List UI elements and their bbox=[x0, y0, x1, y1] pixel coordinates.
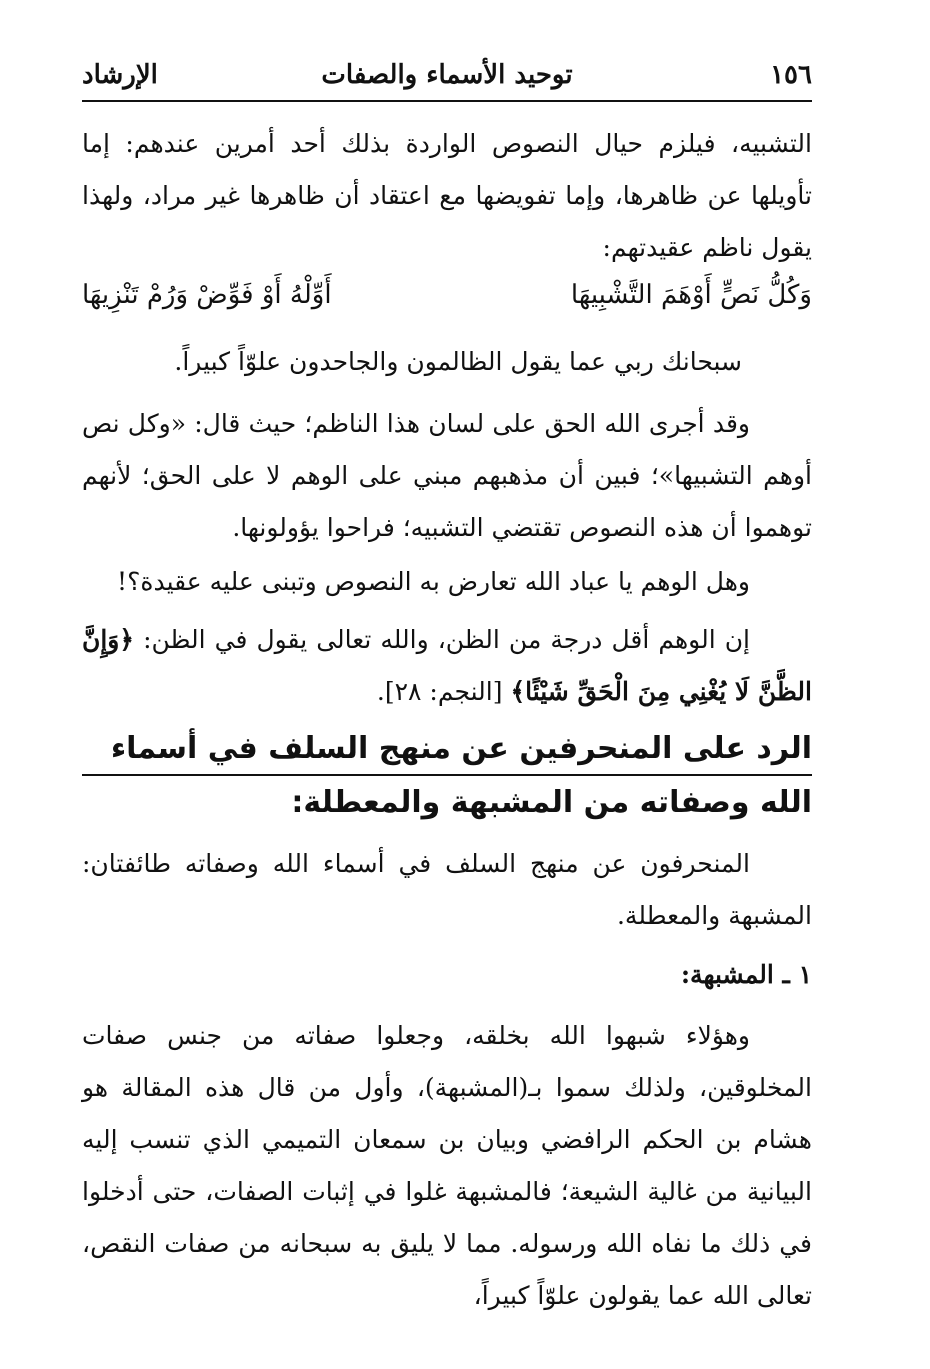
poem-verse bbox=[82, 280, 812, 340]
paragraph-2: سبحانك ربي عما يقول الظالمون والجاحدون علوّاً كبيراً. bbox=[174, 347, 742, 376]
page-header bbox=[82, 52, 812, 102]
quran-verse: ﴿وَإِنَّ الظَّنَّ لَا يُغْنِي مِنَ الْحَقِّ شَيْئًا﴾ bbox=[82, 625, 812, 706]
paragraph-5 bbox=[82, 614, 812, 718]
chapter-title: توحيد الأسماء والصفات bbox=[321, 60, 573, 90]
paragraph-3: وقد أجرى الله الحق على لسان هذا الناظم؛ حيث قال: «وكل نص أوهم التشبيها»؛ فبين أن مذهبهم مبني على الوهم لا على الحق؛ لأنهم توهموا أن هذه النصوص تقتضي التشبيه؛ فراحوا يؤولونها. bbox=[82, 409, 812, 542]
book-title: الإرشاد bbox=[82, 60, 158, 90]
paragraph-4: وهل الوهم يا عباد الله تعارض به النصوص وتبنى عليه عقيدة؟! bbox=[117, 567, 750, 596]
paragraph-7: وهؤلاء شبهوا الله بخلقه، وجعلوا صفاته من جنس صفات المخلوقين، ولذلك سموا بـ(المشبهة)، وأول من قال هذه المقالة هو هشام بن الحكم الرافضي وبيان بن سمعان التميمي الذي تنسب إليه البيانية من غالية الشيعة؛ فالمشبهة غلوا في إثبات الصفات، حتى أدخلوا في ذلك ما نفاه الله ورسوله. مما لا يليق به سبحانه من صفات النقص، تعالى الله عما يقولون علوّاً كبيراً، bbox=[82, 1021, 812, 1310]
section-heading: الرد على المنحرفين عن منهج السلف في أسماء الله وصفاته من المشبهة والمعطلة: bbox=[110, 731, 812, 820]
paragraph-5-text: إن الوهم أقل درجة من الظن، والله تعالى يقول في الظن: bbox=[134, 625, 750, 654]
verse-second-hemistich: أَوِّلْهُ أَوْ فَوِّضْ وَرُمْ تَنْزِيهَا bbox=[82, 280, 332, 310]
page-number: ١٥٦ bbox=[770, 60, 812, 90]
header-rule bbox=[82, 100, 812, 102]
paragraph-6: المنحرفون عن منهج السلف في أسماء الله وصفاته طائفتان: المشبهة والمعطلة. bbox=[82, 849, 812, 930]
verse-first-hemistich: وَكُلُّ نَصٍّ أَوْهَمَ التَّشْبِيهَا bbox=[570, 280, 812, 310]
paragraph-1: التشبيه، فيلزم حيال النصوص الواردة بذلك أحد أمرين عندهم: إما تأويلها عن ظاهرها، وإما تفويضها مع اعتقاد أن ظاهرها غير مراد، ولهذا يقول ناظم عقيدتهم: bbox=[82, 129, 812, 262]
heading-underline bbox=[82, 774, 812, 776]
subsection-heading: ١ ـ المشبهة: bbox=[680, 960, 812, 989]
quran-reference: [النجم: ٢٨]. bbox=[376, 677, 511, 706]
